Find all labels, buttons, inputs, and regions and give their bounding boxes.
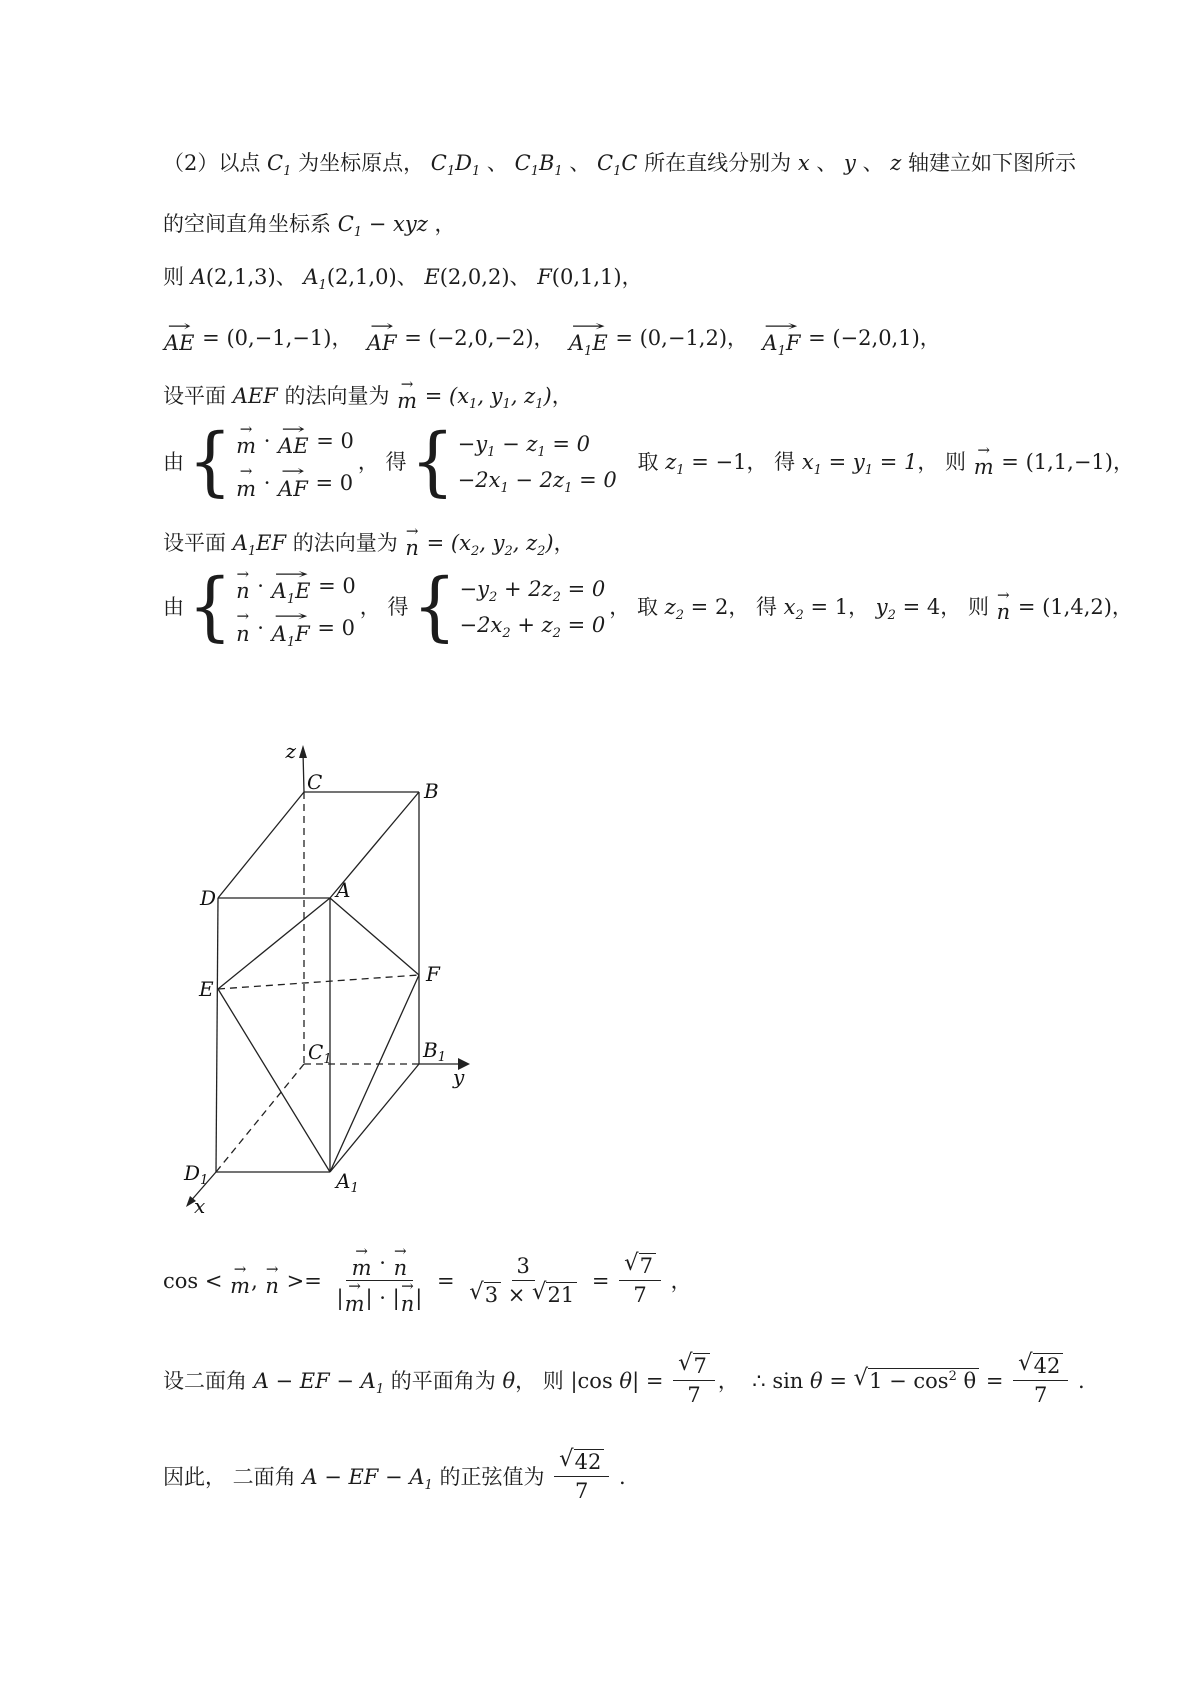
vector-base: n [236,621,250,646]
vector-symbol [265,1259,279,1298]
math-upright-run: · [257,429,278,454]
numerator [1013,1352,1068,1381]
vector-base: $A_1E$ [271,579,311,608]
sqrt-expression [469,1279,501,1308]
radicand: 7 [639,1253,656,1279]
vertex-label-a1: $A_1$ [336,1169,359,1196]
math-italic-run: $y_2$ [875,595,896,624]
vector-symbol [973,441,994,480]
math-italic-run: z [890,151,902,175]
text-run: （2）以点 [163,151,268,175]
math-upright-run: · [250,574,271,599]
math-upright-run: = 0 [310,616,355,641]
vector-symbol [568,317,608,360]
math-upright-run: = [418,384,449,409]
vector-base: AE [278,434,309,459]
radical-icon: √ [532,1279,547,1306]
vector-arrow-icon: → [239,420,253,438]
vector-symbol [405,522,419,561]
math-upright-run: · [257,471,278,496]
fraction [332,1242,428,1316]
vector-base: AF [366,331,397,356]
vector-base: $A_1F$ [271,621,310,650]
vector-base: AF [278,476,308,501]
vertex-label-b: B [424,779,439,803]
math-upright-run: = [430,1268,462,1293]
vertex-label-a: A [336,878,351,902]
vertex-label-e: E [199,977,214,1001]
sqrt-expression [1018,1350,1063,1379]
vector-symbol [236,420,257,459]
text-run: ， [427,212,456,236]
math-upright-run: = [822,1368,854,1393]
math-upright-run: ， [717,1368,753,1393]
solution-line-dihedral [163,1352,1085,1409]
system-row [235,607,355,650]
math-italic-run: F [537,265,552,289]
fraction [464,1252,582,1310]
text-run: 轴建立如下图所示 [901,151,1077,175]
sqrt-expression [559,1446,604,1475]
vertex-label-d: D [200,886,217,910]
vector-symbol [400,1277,415,1316]
math-italic-run: ($x_1$, $y_1$, $z_1$) [449,384,552,413]
text-run: 、 [509,265,538,289]
system-row [235,462,354,501]
math-italic-run: y [844,151,856,175]
fraction [619,1252,661,1309]
math-upright-run: · [372,1251,393,1276]
axis-label-y: y [453,1065,465,1089]
math-italic-run: $C_1B_1$ [514,151,563,180]
math-upright-run: ， [553,531,575,556]
numerator [346,1242,413,1281]
text-run: 的正弦值为 [432,1464,552,1489]
math-upright-run: (2,0,2) [439,265,510,289]
text-run: 、 [809,151,845,175]
text-run: ， 则 [940,595,996,620]
math-upright-run: (2,1,0) [326,265,397,289]
vector-base: m [236,434,257,459]
equation-system [188,419,354,506]
text-run: 设平面 [163,531,233,556]
vector-base: n [996,600,1011,625]
vector-symbol [271,607,310,650]
vertex-label-d1: $D_1$ [184,1161,209,1188]
sqrt-expression [678,1350,710,1379]
math-upright-run: ， [609,595,637,620]
system-rows [457,431,617,497]
solution-line-8 [163,564,1133,651]
vector-arrow-icon: → [400,375,414,393]
text-run: 取 [637,450,666,475]
text-run: 、 [480,151,515,175]
math-italic-run: $z_2$ [664,595,684,624]
brace-icon: { [188,564,233,651]
text-run: 的法向量为 [286,531,405,556]
vector-arrow-icon: → [236,607,250,626]
vector-base: m [230,1273,251,1298]
radicand: 42 [574,1449,605,1475]
math-upright-run: · [250,616,271,641]
vector-arrow-icon: → [405,522,419,540]
math-upright-run: = (−2,0,−2)， [397,326,568,351]
brace-icon: { [412,564,457,651]
vector-symbol [344,1277,365,1316]
vector-arrow-icon: → [977,441,990,460]
vertex-label-f: F [426,962,440,986]
text-run: 的法向量为 [277,384,397,409]
radical-icon: √ [678,1350,693,1376]
vector-symbol [164,317,195,356]
text-run: 得 [387,595,409,620]
vector-arrow-icon: → [763,317,800,335]
solution-line-3 [163,264,643,294]
solution-line-conclusion [163,1448,626,1505]
vector-arrow-icon: → [233,1259,247,1278]
math-italic-run: A [190,265,206,289]
math-upright-run: = [979,1368,1011,1393]
vector-arrow-icon: → [281,420,306,438]
math-upright-run: 7 [633,1283,647,1308]
vector-arrow-icon: → [355,1242,368,1260]
vector-base: m [973,455,994,480]
vector-symbol [230,1259,251,1298]
sqrt-expression [853,1364,980,1394]
radical-icon: √ [853,1364,869,1391]
vector-base: m [344,1291,365,1316]
math-italic-run: $x_2$ [783,595,804,624]
math-upright-run: = (1,1,−1)， [994,450,1134,475]
text-run: 则 [163,265,191,289]
solution-line-cos [163,1242,692,1316]
vector-arrow-icon: → [348,1277,361,1296]
radical-icon: √ [559,1446,574,1472]
system-row [235,565,356,608]
text-run: ， [848,595,876,620]
solution-line-5 [163,375,573,414]
vector-arrow-icon: → [394,1242,407,1260]
math-upright-run: . [612,1464,626,1489]
equation-system [410,419,617,506]
text-run: 、 [275,265,304,289]
math-upright-run: | [336,1286,344,1311]
numerator [554,1448,609,1477]
vector-symbol [236,462,257,501]
vector-arrow-icon: → [273,565,309,583]
vector-base: $A_1F$ [762,331,801,360]
vector-symbol [996,586,1011,625]
vector-arrow-icon: → [236,565,250,583]
z-axis-arrow [299,745,307,758]
brace-icon: { [188,419,233,506]
math-upright-run: = 1 [803,595,849,620]
math-upright-run: 7 [687,1383,701,1408]
text-run: 因此， 二面角 [163,1464,303,1489]
vector-base: n [405,536,419,561]
math-italic-run: $-y_2 + 2z_2 = 0$ [459,577,606,606]
vector-symbol [278,420,309,459]
radical-icon: √ [469,1279,484,1306]
vector-symbol [393,1242,408,1281]
vertex-label-c: C [307,770,323,794]
vector-arrow-icon: → [239,462,253,481]
math-upright-run: . [1071,1368,1085,1393]
text-run: 的平面角为 [384,1368,503,1393]
system-row [459,612,606,642]
text-run: 由 [163,450,184,475]
math-upright-run: >= [279,1268,329,1293]
math-upright-run: = 0 [308,471,354,496]
brace-icon: { [410,419,455,506]
math-upright-run: = (−2,0,1)， [801,326,941,351]
math-upright-run: ， [621,265,643,289]
system-row [459,576,606,606]
axis-label-z: z [285,739,296,763]
math-italic-run: $z_1$ [665,450,685,479]
math-italic-run: A − EF − $A_1$ [302,1464,433,1493]
vector-symbol [762,317,801,360]
math-italic-run: A − EF − $A_1$ [253,1368,385,1397]
denominator [332,1277,428,1316]
math-upright-run: 7 [1034,1383,1048,1408]
math-italic-run: $x_1 = y_1 = 1$ [801,450,918,479]
numerator [673,1352,715,1381]
vector-symbol [271,565,311,608]
math-upright-run: (2,1,3) [205,265,276,289]
numerator [619,1252,661,1281]
math-italic-run: ($x_2$, $y_2$, $z_2$) [450,531,554,560]
math-upright-run: |cos [570,1368,620,1393]
radicand: 3 [484,1282,501,1308]
text-run: ， 则 [917,450,973,475]
text-run: 、 [396,265,425,289]
fraction [1013,1352,1068,1409]
math-upright-run: × [501,1283,533,1308]
math-italic-run: $C_1$ [267,151,292,180]
math-upright-run: cos < [163,1268,230,1293]
math-upright-run: 7 [575,1479,589,1504]
system-rows [459,576,606,642]
solution-line-6 [163,419,1134,506]
text-run: 取 [636,595,665,620]
sqrt-expression [624,1250,656,1279]
math-upright-run: | · | [365,1286,400,1311]
system-row [457,431,590,461]
math-italic-run: $C_1$ − xyz [337,212,428,241]
denominator [570,1477,593,1505]
vertex-label-c1: $C_1$ [308,1040,332,1067]
text-run: 、 [562,151,598,175]
radicand: 7 [693,1353,710,1379]
solution-line-4 [163,317,941,360]
math-upright-run: ∴ sin [752,1368,811,1393]
math-upright-run: ， [357,450,386,475]
system-row [235,420,354,459]
vector-symbol [351,1242,372,1281]
prism-edges-dashed [216,792,419,1172]
radical-icon: √ [624,1250,639,1277]
text-run: 、 [855,151,891,175]
vector-base: m [351,1256,372,1281]
denominator [464,1281,582,1309]
vertex-labels [183,739,465,1218]
vector-base: n [393,1256,408,1281]
vector-symbol [278,462,308,501]
math-italic-run: $C_1C$ [597,151,638,180]
radical-icon: √ [1018,1350,1033,1376]
math-upright-run: , [251,1268,265,1293]
vector-arrow-icon: → [265,1259,279,1278]
vector-base: m [397,389,418,414]
denominator [1029,1381,1052,1409]
solution-line-7 [163,522,575,561]
math-upright-run: ， [664,1268,692,1293]
equation-system [188,564,356,651]
vector-arrow-icon: → [369,317,394,335]
math-italic-run: $C_1D_1$ [430,151,481,180]
vector-arrow-icon: → [280,462,305,481]
math-upright-run: = [419,531,451,556]
vector-base: $A_1E$ [568,331,608,360]
math-italic-run: θ [810,1368,823,1393]
text-run: 的空间直角坐标系 [163,212,338,236]
vector-arrow-icon: → [570,317,607,335]
text-run: 由 [163,595,184,620]
vector-arrow-icon: → [167,317,192,335]
text-run: 为坐标原点， [291,151,431,175]
math-upright-run: = 2 [684,595,729,620]
vector-base: AE [164,331,195,356]
math-italic-run: E [424,265,440,289]
system-rows [235,420,354,501]
numerator [512,1252,535,1281]
solution-line-1 [163,150,1077,180]
math-italic-run: $-2x_1 - 2z_1 = 0$ [457,468,617,497]
text-run: 得 [385,450,407,475]
math-upright-run: = (0,−1,−1)， [195,326,366,351]
text-run: ， 得 [728,595,784,620]
system-rows [235,565,356,650]
vector-base: n [400,1291,415,1316]
radicand: 42 [1033,1353,1064,1379]
solution-line-2 [163,211,456,241]
vector-base: n [265,1273,279,1298]
fraction [673,1352,715,1409]
fraction [554,1448,609,1505]
math-upright-run: (0,1,1) [551,265,622,289]
math-italic-run: AEF [232,384,278,409]
denominator [628,1281,651,1309]
math-upright-run: ， [551,384,573,409]
math-upright-run: = (0,−1,2)， [608,326,762,351]
text-run: 设平面 [163,384,233,409]
math-upright-run: = (1,4,2)， [1011,595,1133,620]
math-italic-run: $A_1$ [303,265,327,294]
math-upright-run: ， [359,595,388,620]
math-italic-run: θ [502,1368,516,1393]
vector-arrow-icon: → [272,607,309,626]
math-upright-run: 3 [516,1254,530,1279]
radicand: 21 [546,1282,577,1308]
system-row [457,467,617,497]
math-italic-run: $A_1EF$ [232,531,287,560]
math-upright-run: = 0 [311,574,356,599]
math-upright-run: | = [632,1368,671,1393]
math-upright-run: = −1 [684,450,747,475]
vertex-label-b1: $B_1$ [423,1038,446,1065]
math-italic-run: x [797,151,810,175]
text-run: 所在直线分别为 [637,151,798,175]
denominator [682,1381,705,1409]
math-upright-run: = 0 [309,429,354,454]
text-run: ， 得 [746,450,802,475]
math-upright-run: = 4 [895,595,941,620]
axis-label-x: x [194,1194,206,1218]
math-italic-run: $-y_1 - z_1 = 0$ [457,432,590,461]
math-upright-run: | [415,1286,423,1311]
sqrt-expression [532,1279,577,1308]
figure-prism-diagram [150,735,490,1220]
vector-symbol [366,317,397,356]
text-run: ， 则 [515,1368,571,1393]
math-italic-run: θ [619,1368,633,1393]
math-upright-run: = [585,1268,617,1293]
text-run: 设二面角 [163,1368,254,1393]
equation-system [412,564,606,651]
vector-arrow-icon: → [401,1277,414,1296]
vector-base: n [236,579,250,604]
math-italic-run: $-2x_2 + z_2 = 0$ [459,613,606,642]
radicand: $1 - \cos^2 \theta$ [868,1368,979,1394]
vector-arrow-icon: → [997,586,1010,605]
vector-base: m [236,476,257,501]
vector-symbol [397,375,418,414]
